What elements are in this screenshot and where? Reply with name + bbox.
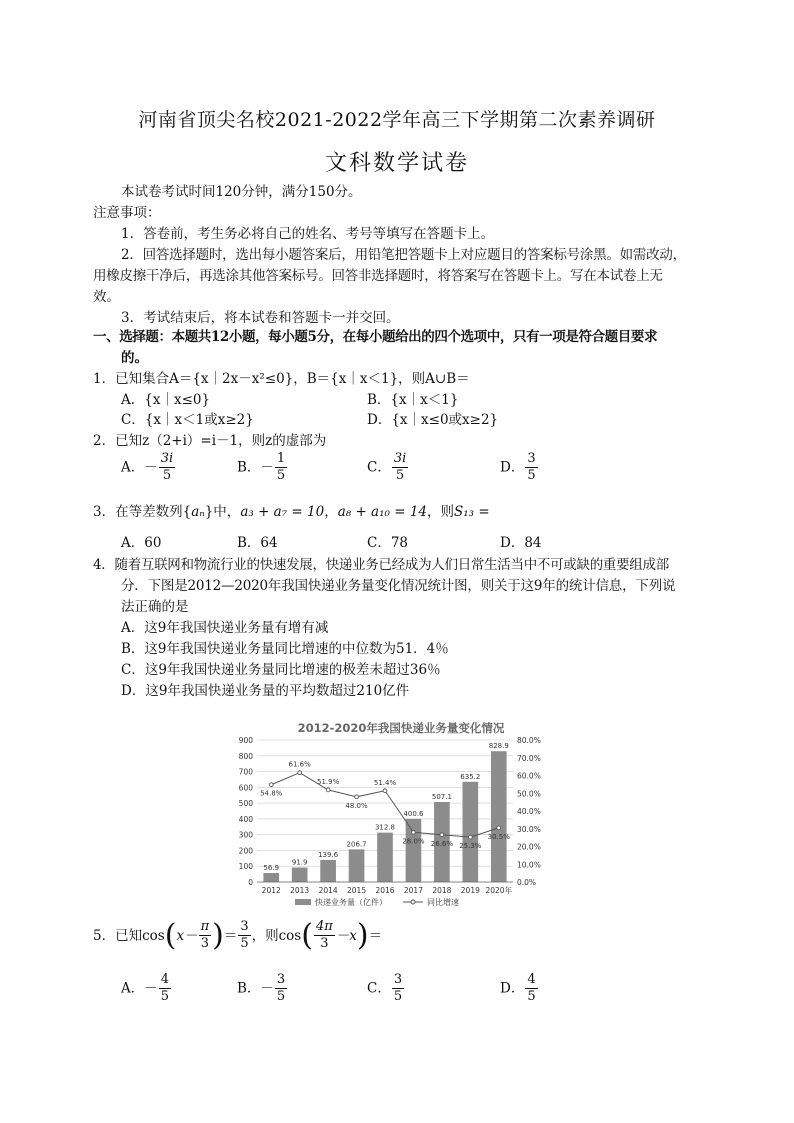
legend-bar-label: 快递业务量（亿件） xyxy=(315,898,387,907)
notice-3: 3．考试结束后，将本试卷和答题卡一并交回。 xyxy=(121,310,400,326)
growth-point xyxy=(497,826,501,830)
q1-option-a: A．{x｜x≤0} xyxy=(121,392,211,408)
notice-1: 1．答卷前，考生务必将自己的姓名、考号等填写在答题卡上。 xyxy=(121,226,495,242)
y-right-tick-label: 10.0% xyxy=(517,860,541,870)
notice-2c: 效。 xyxy=(93,289,120,305)
y-right-tick-label: 60.0% xyxy=(517,771,541,781)
y-right-tick-label: 30.0% xyxy=(517,824,541,834)
y-left-tick-label: 600 xyxy=(238,783,253,793)
q1-option-b: B．{x｜x＜1} xyxy=(367,392,459,408)
q1-option-d: D．{x｜x≤0或x≥2} xyxy=(367,412,499,428)
growth-point xyxy=(468,835,472,839)
q1-stem: 1．已知集合A＝{x｜2x－x²≤0}，B＝{x｜x＜1}，则A∪B＝ xyxy=(93,371,470,387)
exam-title: 河南省顶尖名校2021-2022学年高三下学期第二次素养调研 xyxy=(138,109,656,131)
legend-line-marker xyxy=(411,900,415,904)
chart-title: 2012-2020年我国快递业务量变化情况 xyxy=(297,721,505,735)
express-volume-chart xyxy=(225,714,565,910)
q4-stem-1: 4．随着互联网和物流行业的快速发展，快递业务已经成为人们日常生活当中不可或缺的重要组成部 xyxy=(93,557,669,573)
notice-heading: 注意事项： xyxy=(93,205,161,221)
q2-option-c: C． $\frac{3i}{5}$ xyxy=(367,451,407,484)
growth-point xyxy=(412,830,416,834)
bar-value-label: 312.8 xyxy=(374,823,396,832)
bar-value-label: 635.2 xyxy=(460,772,481,781)
x-tick-label: 2019 xyxy=(460,886,480,895)
y-right-tick-label: 0.0% xyxy=(517,878,537,887)
x-tick-label: 2014 xyxy=(318,886,338,895)
y-left-tick-label: 700 xyxy=(238,767,253,777)
y-right-tick-label: 20.0% xyxy=(517,842,541,852)
bar-value-label: 139.6 xyxy=(318,850,339,859)
q4-option-b: B．这9年我国快递业务量同比增速的中位数为51．4％ xyxy=(121,641,449,657)
bar xyxy=(320,860,336,882)
y-left-tick-label: 300 xyxy=(238,830,253,840)
bar-value-label: 828.9 xyxy=(488,742,509,751)
x-tick-label: 2018 xyxy=(432,886,452,895)
legend-line-label: 同比增速 xyxy=(427,898,459,907)
q2-option-b: B．－ $\frac{1}{5}$ xyxy=(237,451,286,484)
q3-stem: 3．在等差数列{aₙ}中，a₃ + a₇ = 10，a₈ + a₁₀ = 14，则S₁₃ = xyxy=(93,504,490,520)
notice-2b: 用橡皮擦干净后，再选涂其他答案标号。回答非选择题时，将答案写在答题卡上。写在本试卷上无 xyxy=(93,268,663,284)
y-left-tick-label: 200 xyxy=(238,846,253,856)
growth-value-label: 48.0% xyxy=(345,801,368,810)
q5-option-b: B．－ $\frac{3}{5}$ xyxy=(237,972,286,1005)
section-heading-2: 的。 xyxy=(121,350,148,366)
q2-stem: 2．已知z（2+i）=i－1，则z的虚部为 xyxy=(93,433,327,449)
x-tick-label: 2020年 xyxy=(485,886,513,895)
exam-time: 本试卷考试时间120分钟，满分150分。 xyxy=(121,184,362,200)
growth-value-label: 54.8% xyxy=(260,789,283,798)
x-tick-label: 2013 xyxy=(290,886,310,895)
growth-point xyxy=(269,783,273,787)
q3-option-a: A．60 xyxy=(121,535,162,551)
growth-point xyxy=(326,788,330,792)
bar xyxy=(349,849,365,882)
q4-option-d: D．这9年我国快递业务量的平均数超过210亿件 xyxy=(121,683,410,699)
exam-subtitle: 文科数学试卷 xyxy=(324,151,469,176)
q4-stem-2: 分．下图是2012—2020年我国快递业务量变化情况统计图，则关于这9年的统计信息，下列说 xyxy=(121,578,676,594)
q5-stem: 5．已知cos ( x－ $\frac{\pi}{3}$ ) ＝ $\frac{3}{5}$ ，则cos ( $\frac{4\pi}{3}$ －x ) ＝ xyxy=(93,917,383,953)
q3-option-c: C．78 xyxy=(367,535,409,551)
bar xyxy=(263,873,279,882)
growth-point xyxy=(355,795,359,799)
q3-option-d: D．84 xyxy=(500,535,542,551)
q3-option-b: B．64 xyxy=(237,535,278,551)
q4-option-c: C．这9年我国快递业务量同比增速的极差未超过36％ xyxy=(121,662,441,678)
y-left-tick-label: 400 xyxy=(238,814,253,824)
growth-value-label: 61.6% xyxy=(288,760,311,769)
bar-value-label: 91.9 xyxy=(291,858,308,867)
bar xyxy=(292,868,308,882)
y-left-tick-label: 500 xyxy=(238,799,253,809)
bar xyxy=(491,751,507,882)
y-left-tick-label: 100 xyxy=(238,862,253,872)
section-heading-1: 一、选择题：本题共12小题，每小题5分，在每小题给出的四个选项中，只有一项是符合题目要求 xyxy=(93,329,658,345)
y-right-tick-label: 80.0% xyxy=(517,736,541,745)
chart-legend xyxy=(295,897,459,907)
q2-option-d: D． $\frac{3}{5}$ xyxy=(500,451,536,484)
growth-value-label: 28.0% xyxy=(402,837,425,846)
q1-option-c: C．{x｜x＜1或x≥2} xyxy=(121,412,254,428)
growth-point xyxy=(298,771,302,775)
x-tick-label: 2015 xyxy=(347,886,367,895)
q2-option-a: A．－ $\frac{3i}{5}$ xyxy=(121,451,174,484)
x-tick-label: 2016 xyxy=(375,886,395,895)
growth-value-label: 26.6% xyxy=(430,839,454,848)
bar xyxy=(406,819,422,882)
notice-2a: 2．回答选择题时，选出每小题答案后，用铅笔把答题卡上对应题目的答案标号涂黑。如需改动， xyxy=(121,247,686,263)
y-right-tick-label: 70.0% xyxy=(517,753,541,763)
bar-value-label: 507.1 xyxy=(431,792,452,801)
bar-value-label: 206.7 xyxy=(346,840,367,849)
growth-value-label: 51.4% xyxy=(373,778,397,787)
growth-point xyxy=(383,789,387,793)
legend-bar-swatch xyxy=(295,899,311,905)
y-right-tick-label: 50.0% xyxy=(517,789,541,799)
bar xyxy=(463,782,479,882)
y-left-tick-label: 800 xyxy=(238,751,253,761)
q4-stem-3: 法正确的是 xyxy=(121,599,189,615)
growth-value-label: 25.3% xyxy=(459,842,482,851)
x-tick-label: 2017 xyxy=(403,886,423,895)
q5-option-a: A．－ $\frac{4}{5}$ xyxy=(121,972,170,1005)
growth-point xyxy=(440,833,444,837)
bar xyxy=(377,833,393,882)
q5-option-c: C． $\frac{3}{5}$ xyxy=(367,972,403,1005)
q4-option-a: A．这9年我国快递业务量有增有减 xyxy=(121,620,329,636)
y-left-tick-label: 900 xyxy=(238,736,253,745)
growth-value-label: 51.9% xyxy=(316,777,340,786)
y-left-tick-label: 0 xyxy=(248,878,253,887)
growth-value-label: 30.5% xyxy=(487,832,510,841)
y-right-tick-label: 40.0% xyxy=(517,807,541,816)
x-tick-label: 2012 xyxy=(261,886,281,895)
bar-value-label: 56.9 xyxy=(263,864,280,873)
bar-value-label: 400.6 xyxy=(403,809,424,818)
q5-option-d: D． $\frac{4}{5}$ xyxy=(500,972,536,1005)
